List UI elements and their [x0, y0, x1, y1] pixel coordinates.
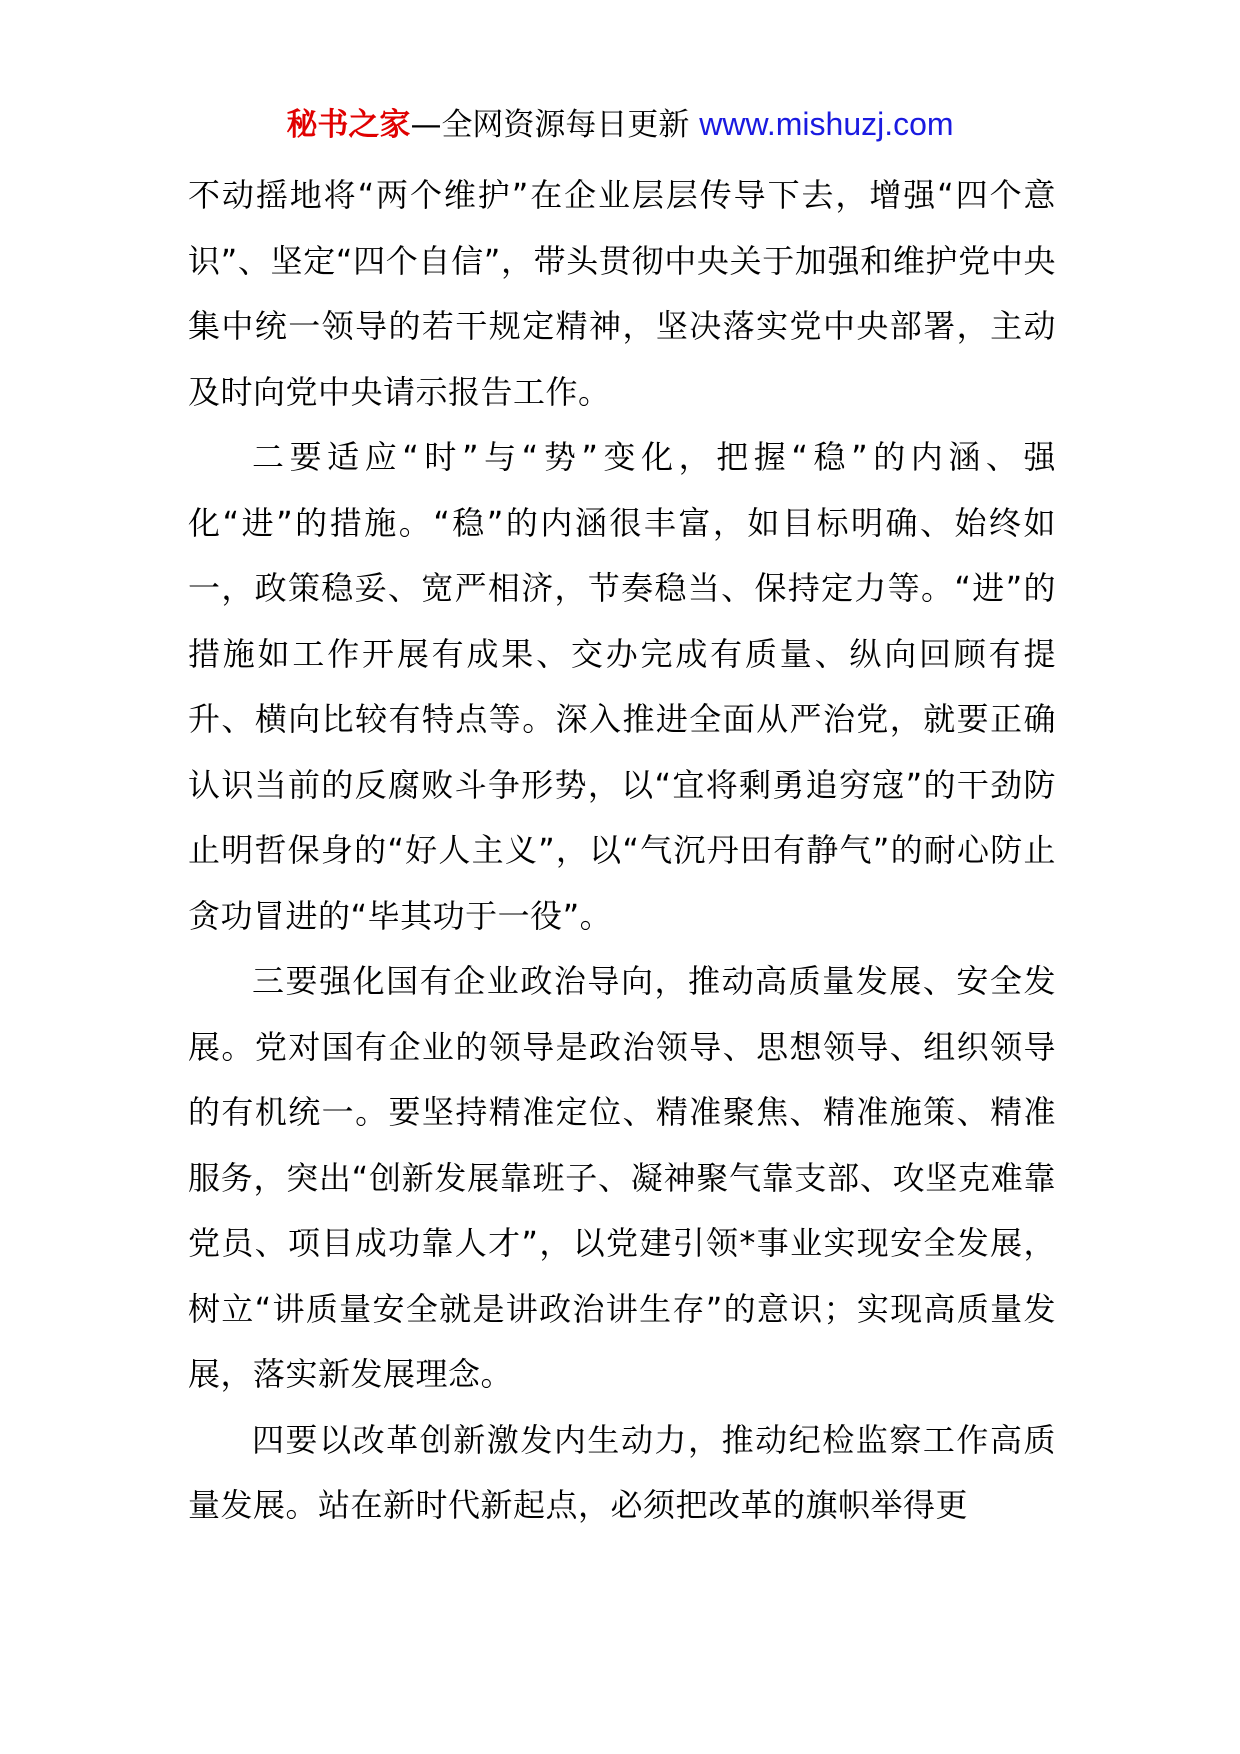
document-body [188, 163, 1056, 1539]
brand-name: 秘书之家 [286, 107, 411, 143]
paragraph-point-four: 四要以改革创新激发内生动力，推动纪检监察工作高质量发展。站在新时代新起点，必须把改革的旗帜举得更 [188, 1420, 1056, 1524]
site-header [0, 102, 1240, 147]
paragraph-point-two: 二要适应“时”与“势”变化，把握“稳”的内涵、强化“进”的措施。“稳”的内涵很丰富，如目标明确、始终如一，政策稳妥、宽严相济，节奏稳当、保持定力等。“进”的措施如工作开展有成果、交办完成有质量、纵向回顾有提升、横向比较有特点等。深入推进全面从严治党，就要正确认识当前的反腐败斗争形势，以“宜将剩勇追穷寇”的干劲防止明哲保身的“好人主义”，以“气沉丹田有静气”的耐心防止贪功冒进的“毕其功于一役”。 [188, 438, 1056, 935]
paragraph-point-three: 三要强化国有企业政治导向，推动高质量发展、安全发展。党对国有企业的领导是政治领导、思想领导、组织领导的有机统一。要坚持精准定位、精准聚焦、精准施策、精准服务，突出“创新发展靠班子、凝神聚气靠支部、攻坚克难靠党员、项目成功靠人才”，以党建引领*事业实现安全发展，树立“讲质量安全就是讲政治讲生存”的意识；实现高质量发展，落实新发展理念。 [188, 962, 1056, 1393]
site-url-link[interactable]: www.mishuzj.com [699, 106, 954, 142]
header-tagline: —全网资源每日更新 [410, 107, 700, 143]
paragraph-continuation: 不动摇地将“两个维护”在企业层层传导下去，增强“四个意识”、坚定“四个自信”，带头贯彻中央关于加强和维护党中央集中统一领导的若干规定精神，坚决落实党中央部署，主动及时向党中央请示报告工作。 [188, 176, 1056, 411]
